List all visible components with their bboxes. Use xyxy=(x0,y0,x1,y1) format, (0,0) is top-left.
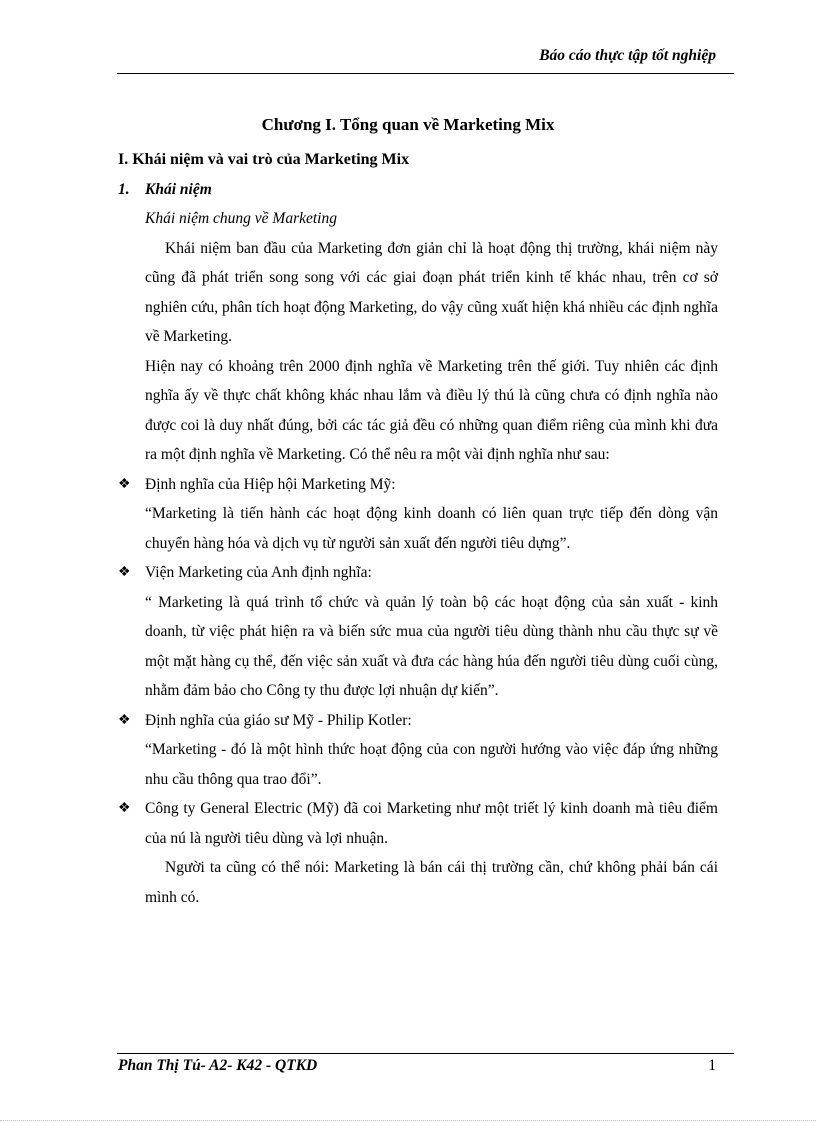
subsection-heading xyxy=(118,175,718,205)
subsection-title: Khái niệm xyxy=(145,180,212,198)
page-edge xyxy=(0,1120,816,1121)
bullet-title: Viện Marketing của Anh định nghĩa: xyxy=(145,564,372,581)
section-heading: I. Khái niệm và vai trò của Marketing Mix xyxy=(118,151,410,168)
bullet-quote: “Marketing là tiến hành các hoạt động kinh doanh có liên quan trực tiếp đến dòng vận chuyển hàng hóa và dịch vụ từ người sản xuất đến người tiêu dựng”. xyxy=(145,505,718,552)
paragraph-closing: Người ta cũng có thể nói: Marketing là bán cái thị trường cần, chứ không phải bán cái mình có. xyxy=(145,859,718,906)
footer-divider xyxy=(117,1053,734,1054)
paragraph-definitions: Hiện nay có khoảng trên 2000 định nghĩa về Marketing trên thế giới. Tuy nhiên các định nghĩa ấy về thực chất không khác nhau lắm và điều lý thú là cũng chưa có định nghĩa nào được coi là duy nhất đúng, bởi các tác giả đều có những quan điểm riêng của mình khi đưa ra một định nghĩa về Marketing. Có thể nêu ra một vài định nghĩa như sau: xyxy=(145,357,718,463)
diamond-bullet-icon: ❖ xyxy=(118,565,131,580)
page-number: 1 xyxy=(708,1057,716,1074)
bullet-title: Công ty General Electric (Mỹ) đã coi Marketing như một triết lý kinh doanh mà tiêu điểm của nú là người tiêu dùng và lợi nhuận. xyxy=(145,800,718,847)
body-content xyxy=(118,145,718,912)
bullet-item xyxy=(118,470,718,559)
diamond-bullet-icon: ❖ xyxy=(118,476,131,492)
paragraph-intro: Khái niệm ban đầu của Marketing đơn giản chỉ là hoạt động thị trường, khái niệm này cũng đã phát triển song song với các giai đoạn phát triển kinh tế khác nhau, trên cơ sở nghiên cứu, phân tích hoạt động Marketing, do vậy cũng xuất hiện khá nhiều các định nghĩa về Marketing. xyxy=(145,239,718,345)
bullet-item xyxy=(118,558,718,706)
subheading: Khái niệm chung về Marketing xyxy=(145,210,337,227)
running-header: Báo cáo thực tập tốt nghiệp xyxy=(539,47,716,64)
bullet-title: Định nghĩa của Hiệp hội Marketing Mỹ: xyxy=(145,475,396,493)
bullet-quote: “Marketing - đó là một hình thức hoạt động của con người hướng vào việc đáp ứng những nhu cầu thông qua trao đổi”. xyxy=(145,741,718,788)
diamond-bullet-icon: ❖ xyxy=(118,712,131,728)
footer-author: Phan Thị Tú- A2- K42 - QTKD xyxy=(118,1057,318,1074)
header-divider xyxy=(117,73,734,74)
bullet-title: Định nghĩa của giáo sư Mỹ - Philip Kotler: xyxy=(145,711,412,729)
bullet-item xyxy=(118,794,718,853)
bullet-quote: “ Marketing là quá trình tổ chức và quản lý toàn bộ các hoạt động của sản xuất - kinh doanh, từ việc phát hiện ra và biến sức mua của người tiêu dùng thành nhu cầu thực sự về một mặt hàng cụ thể, đến việc sản xuất và đưa các hàng húa đến người tiêu dùng cuối cùng, nhằm đảm bảo cho Công ty thu được lợi nhuận dự kiến”. xyxy=(145,593,718,699)
chapter-title: Chương I. Tổng quan về Marketing Mix xyxy=(261,115,555,134)
bullet-item xyxy=(118,706,718,795)
subsection-number: 1. xyxy=(118,180,130,198)
diamond-bullet-icon: ❖ xyxy=(118,801,131,816)
